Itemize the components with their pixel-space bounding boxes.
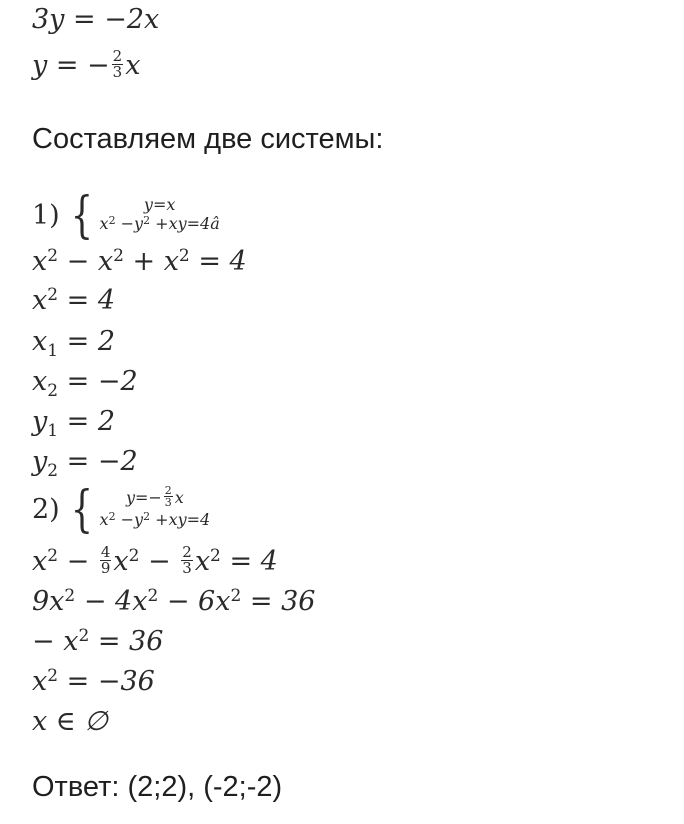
- system-equations: [100, 195, 220, 235]
- equation-line: $x_2 = -2$: [32, 366, 138, 401]
- fraction: $\frac{2}{3}$: [112, 47, 123, 81]
- section-heading: Составляем две системы:: [32, 123, 384, 155]
- equation-line: $x_1 = 2$: [32, 326, 116, 361]
- system-2: [32, 480, 211, 538]
- equation-line: $x^2 = -36$: [32, 666, 155, 697]
- equation-line: x ∈ ∅: [32, 706, 108, 737]
- equation-line: $x^2$ − $\frac{4}{9}$ $x^2$ − $\frac{2}{3}$ $x^2 = 4$: [32, 543, 278, 577]
- fraction: $\frac{4}{9}$: [100, 543, 111, 577]
- system-equations: [99, 484, 211, 531]
- equation-line: $y_1 = 2$: [32, 406, 116, 441]
- brace-icon: {: [70, 186, 93, 244]
- fraction: $\frac{2}{3}$: [182, 543, 192, 577]
- equation-line: $x^2 = 4$: [32, 285, 116, 316]
- system-index: 1): [32, 199, 60, 231]
- system-1: [32, 186, 220, 244]
- system-equation: $x^2 -y^2$ +xy=4â: [99, 214, 220, 233]
- equation-line: $x^2 - x^2 + x^2 = 4$: [32, 246, 247, 277]
- system-index: 2): [32, 493, 60, 525]
- system-equation: y=x: [143, 195, 176, 214]
- answer-line: Ответ: (2;2), (-2;-2): [32, 771, 283, 803]
- fraction: $\frac{2}{3}$: [164, 484, 172, 509]
- system-equation: $x^2 -y^2 +xy=4$: [99, 510, 211, 529]
- equation-line: − $x^2 = 36$: [32, 626, 164, 657]
- equation-line: 3y = −2x: [32, 4, 160, 35]
- equation-line: $y_2 = -2$: [32, 446, 138, 481]
- equation-line: y = − $\frac{2}{3}$ x: [32, 47, 141, 81]
- equation-line: $9x^2 - 4x^2 - 6x^2 = 36$: [32, 586, 316, 617]
- brace-icon: {: [70, 480, 93, 538]
- system-equation: y=− $\frac{2}{3}$ x: [125, 484, 184, 509]
